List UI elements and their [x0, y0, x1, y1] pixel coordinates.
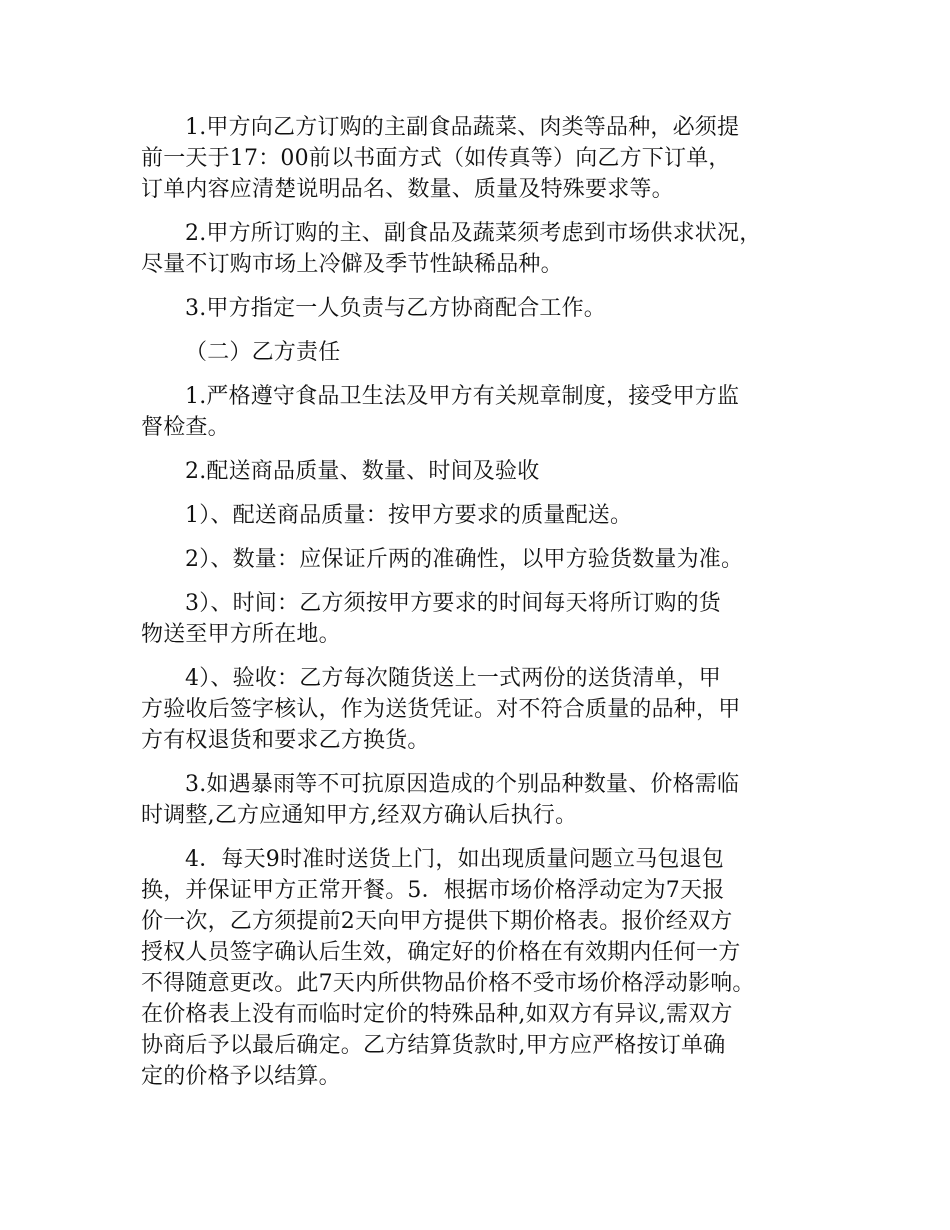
text-line: 1.严格遵守食品卫生法及甲方有关规章制度，接受甲方监: [185, 384, 740, 409]
document-page: [141, 112, 831, 1105]
text-line: 2.配送商品质量、数量、时间及验收: [185, 459, 540, 484]
text-line: 价一次，乙方须提前2天向甲方提供下期价格表。报价经双方: [141, 909, 733, 934]
paragraph-delivery-quality: [141, 500, 831, 531]
text-line: 方验收后签字核认，作为送货凭证。对不符合质量的品种，甲: [141, 697, 741, 722]
text-line: 方有权退货和要求乙方换货。: [141, 728, 430, 753]
text-line: 在价格表上没有而临时定价的特殊品种,如双方有异议,需双方: [141, 1002, 733, 1027]
text-line: 前一天于17：00前以书面方式（如传真等）向乙方下订单，: [141, 146, 731, 171]
paragraph-contact-person: [141, 293, 831, 324]
paragraph-delivery-subheading: [141, 456, 831, 487]
text-line: 协商后予以最后确定。乙方结算货款时,甲方应严格按订单确: [141, 1033, 726, 1058]
text-line: 换，并保证甲方正常开餐。5．根据市场价格浮动定为7天报: [141, 878, 725, 903]
text-line: 定的价格予以结算。: [141, 1064, 341, 1089]
paragraph-force-majeure: [141, 769, 831, 831]
text-line: 3.如遇暴雨等不可抗原因造成的个别品种数量、价格需临: [185, 772, 740, 797]
text-line: 1）、配送商品质量：按甲方要求的质量配送。: [185, 503, 633, 528]
paragraph-delivery-quantity: [141, 544, 831, 575]
text-line: 2.甲方所订购的主、副食品及蔬菜须考虑到市场供求状况，: [185, 221, 762, 246]
text-line: 2）、数量：应保证斤两的准确性，以甲方验货数量为准。: [185, 547, 744, 572]
text-line: 物送至甲方所在地。: [141, 622, 341, 647]
text-line: 授权人员签字确认后生效，确定好的价格在有效期内任何一方: [141, 940, 741, 965]
section-heading-party-b: [141, 337, 831, 368]
text-line: 督检查。: [141, 415, 230, 440]
paragraph-food-hygiene: [141, 381, 831, 443]
paragraph-delivery-pricing: [141, 844, 831, 1092]
text-line: 1.甲方向乙方订购的主副食品蔬菜、肉类等品种，必须提: [185, 115, 740, 140]
text-line: 4）、验收：乙方每次随货送上一式两份的送货清单，甲: [185, 666, 721, 691]
paragraph-order-requirements: [141, 112, 831, 205]
text-line: 时调整,乙方应通知甲方,经双方确认后执行。: [141, 803, 578, 828]
text-line: 3）、时间：乙方须按甲方要求的时间每天将所订购的货: [185, 591, 721, 616]
text-line: 不得随意更改。此7天内所供物品价格不受市场价格浮动影响。: [141, 971, 755, 996]
text-line: 3.甲方指定一人负责与乙方协商配合工作。: [185, 296, 606, 321]
paragraph-supply-demand: [141, 218, 831, 280]
text-line: 订单内容应清楚说明品名、数量、质量及特殊要求等。: [141, 177, 674, 202]
section-heading: （二）乙方责任: [185, 340, 341, 365]
paragraph-delivery-time: [141, 588, 831, 650]
text-line: 尽量不订购市场上冷僻及季节性缺稀品种。: [141, 252, 563, 277]
paragraph-delivery-acceptance: [141, 663, 831, 756]
text-line: 4．每天9时准时送货上门，如出现质量问题立马包退包: [185, 847, 724, 872]
